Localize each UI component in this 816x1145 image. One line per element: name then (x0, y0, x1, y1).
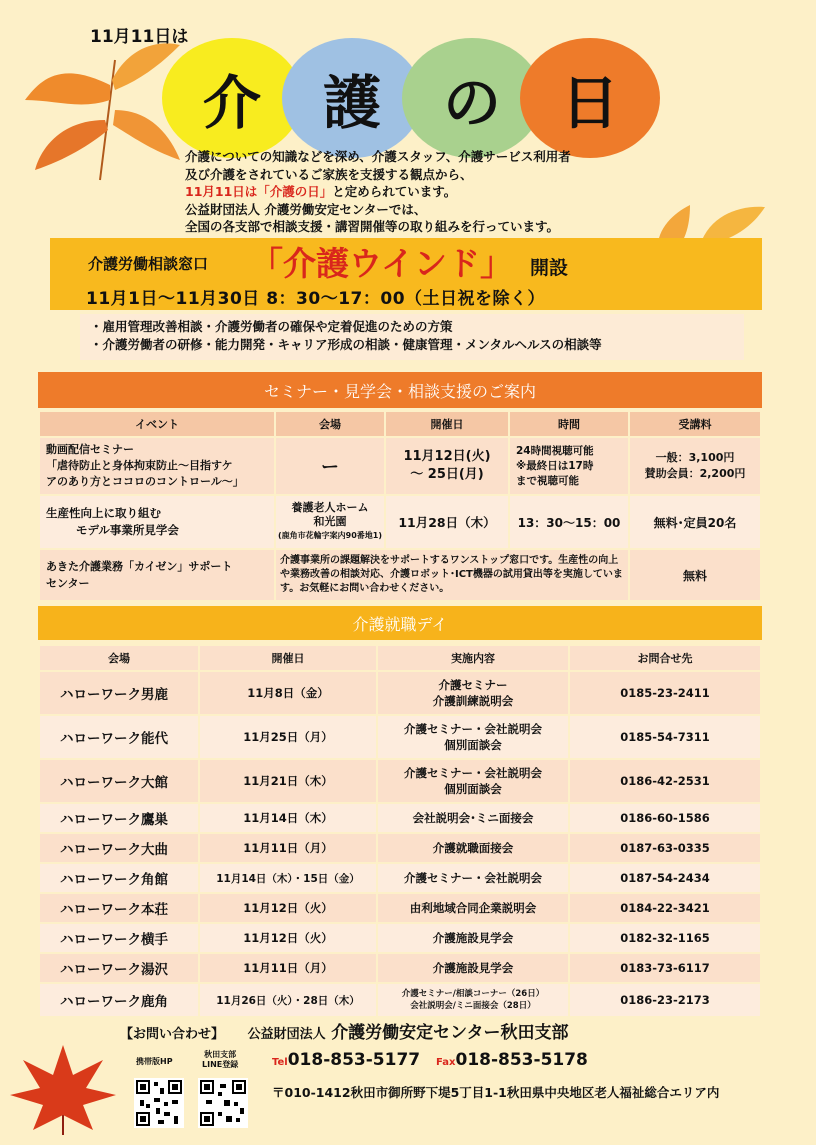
time-cell (509, 437, 629, 495)
time-cell: 13：30〜15：00 (509, 495, 629, 549)
column-header: 開催日 (385, 411, 509, 437)
date-cell: 11月14日（木）・15日（金） (199, 863, 377, 893)
event-name: モデル事業所見学会 (76, 523, 179, 537)
phone-cell: 0185-54-7311 (569, 715, 761, 759)
maple-leaf-icon (8, 1040, 118, 1140)
date-cell: 11月14日（木） (199, 803, 377, 833)
venue-address: (鹿角市花輪字案内90番地1) (277, 531, 382, 540)
event-cell (39, 495, 275, 549)
venue-cell: ー (275, 437, 385, 495)
table-row (39, 923, 761, 953)
date-cell: 11月21日（木） (199, 759, 377, 803)
content-line: 介護セミナー/相談コーナー（26日） (401, 989, 545, 999)
intro-line (185, 183, 571, 201)
venue-cell: ハローワーク本荘 (39, 893, 199, 923)
content-cell (377, 671, 569, 715)
content-cell (377, 715, 569, 759)
column-header: 開催日 (199, 645, 377, 671)
service-item: ・雇用管理改善相談・介護労働者の確保や定着促進のための方策 (90, 319, 453, 334)
date-cell (385, 437, 509, 495)
column-header: 会場 (275, 411, 385, 437)
venue-line: 養護老人ホーム (291, 501, 369, 514)
table-row (39, 495, 761, 549)
table-row (39, 833, 761, 863)
fax-number: 018-853-5178 (455, 1050, 588, 1070)
venue-cell: ハローワーク横手 (39, 923, 199, 953)
title-circle-4: 日 (520, 38, 660, 158)
date-cell: 11月8日（金） (199, 671, 377, 715)
phone-cell: 0182-32-1165 (569, 923, 761, 953)
fee-line: 一般：3,100円 (655, 451, 735, 464)
content-cell: 会社説明会･ミニ面接会 (377, 803, 569, 833)
job-day-heading: 介護就職デイ (38, 606, 762, 640)
content-cell: 由利地域合同企業説明会 (377, 893, 569, 923)
qr-code-icon[interactable] (198, 1078, 248, 1128)
consult-window-opening: 開設 (530, 257, 569, 279)
content-line: 個別面談会 (444, 738, 502, 752)
intro-line: 及び介護をされているご家族を支援する観点から、 (185, 166, 473, 182)
venue-cell: ハローワーク能代 (39, 715, 199, 759)
event-name: 動画配信セミナー (46, 443, 134, 456)
consult-window-name: 「介護ウインド」 (250, 244, 514, 283)
event-subtitle: 「虐待防止と身体拘束防止〜目指すケ (46, 459, 233, 472)
phone-cell: 0186-23-2173 (569, 983, 761, 1017)
intro-text (185, 148, 571, 236)
qr2-label-line: LINE登録 (202, 1060, 239, 1069)
venue-cell (275, 495, 385, 549)
column-header: イベント (39, 411, 275, 437)
time-line: ※最終日は17時 (516, 459, 594, 472)
qr-code-icon[interactable] (134, 1078, 184, 1128)
date-cell: 11月11日（月） (199, 953, 377, 983)
event-name: あきた介護業務「カイゼン」サポート (46, 560, 233, 573)
content-line: 介護セミナー・会社説明会 (404, 722, 542, 736)
table-row (39, 549, 761, 601)
phone-cell: 0184-22-3421 (569, 893, 761, 923)
header-date: 11月11日は (90, 27, 189, 47)
table-row (39, 803, 761, 833)
description-cell: 介護事業所の課題解決をサポートするワンストップ窓口です。生産性の向上や業務改善の相談対応、介護ロボット･ICT機器の試用貸出等を実施しています。お気軽にお問い合わせください。 (275, 549, 629, 601)
title-circle-1: 介 (162, 38, 302, 158)
event-name: センター (46, 577, 90, 590)
intro-highlight: 11月11日は「介護の日」 (185, 184, 333, 199)
table-row (39, 671, 761, 715)
date-cell: 11月11日（月） (199, 833, 377, 863)
time-line: まで視聴可能 (516, 474, 579, 487)
table-row (39, 759, 761, 803)
inquiry-label: 【お問い合わせ】 (120, 1027, 225, 1042)
address: 〒010-1412秋田市御所野下堤5丁目1-1秋田県中央地区老人福祉総合エリア内 (272, 1085, 720, 1100)
venue-cell: ハローワーク鷹巣 (39, 803, 199, 833)
fee-cell: 無料･定員20名 (629, 495, 761, 549)
date-cell: 11月28日（木） (385, 495, 509, 549)
phone-cell: 0186-60-1586 (569, 803, 761, 833)
column-header: 受講料 (629, 411, 761, 437)
content-line: 介護訓練説明会 (432, 694, 514, 708)
intro-line: 介護についての知識などを深め、介護スタッフ、介護サービス利用者 (185, 149, 571, 164)
content-cell (377, 759, 569, 803)
seminar-table (38, 410, 762, 602)
fee-cell (629, 437, 761, 495)
intro-line-rest: と定められています。 (332, 184, 457, 199)
column-header: 実施内容 (377, 645, 569, 671)
qr2-label-line: 秋田支部 (204, 1050, 237, 1059)
content-line: 個別面談会 (444, 782, 502, 796)
tel-label: Tel (272, 1057, 288, 1068)
intro-line: 公益財団法人 介護労働安定センターでは、 (185, 201, 427, 217)
date-cell: 11月12日（火） (199, 923, 377, 953)
table-row (39, 983, 761, 1017)
service-item: ・介護労働者の研修・能力開発・キャリア形成の相談・健康管理・メンタルヘルスの相談等 (90, 337, 602, 352)
phone-cell: 0183-73-6117 (569, 953, 761, 983)
venue-cell: ハローワーク鹿角 (39, 983, 199, 1017)
venue-cell: ハローワーク角館 (39, 863, 199, 893)
content-line: 会社説明会/ミニ面接会（28日） (410, 1001, 536, 1011)
job-day-table (38, 644, 762, 1018)
content-cell: 介護施設見学会 (377, 923, 569, 953)
qr2-label (202, 1050, 238, 1070)
table-row (39, 437, 761, 495)
title-circle-3: の (402, 38, 542, 158)
content-cell (377, 983, 569, 1017)
maple-leaf-icon (20, 40, 185, 190)
date-cell: 11月26日（火）・28日（木） (199, 983, 377, 1017)
time-line: 24時間視聴可能 (516, 444, 594, 457)
column-header: お問合せ先 (569, 645, 761, 671)
venue-cell: ハローワーク大曲 (39, 833, 199, 863)
org-prefix: 公益財団法人 (247, 1027, 326, 1042)
phone-cell: 0186-42-2531 (569, 759, 761, 803)
table-row (39, 863, 761, 893)
seminar-heading: セミナー・見学会・相談支援のご案内 (38, 372, 762, 408)
footer (120, 1018, 569, 1043)
consult-window-title: 介護労働相談窓口 (88, 255, 209, 273)
services-box (80, 314, 744, 360)
content-cell: 介護就職面接会 (377, 833, 569, 863)
event-subtitle: アのあり方とココロのコントロール〜」 (46, 475, 244, 488)
phone-cell: 0185-23-2411 (569, 671, 761, 715)
venue-cell: ハローワーク湯沢 (39, 953, 199, 983)
venue-line: 和光園 (313, 515, 347, 528)
table-row (39, 953, 761, 983)
column-header: 会場 (39, 645, 199, 671)
content-line: 介護セミナー (438, 678, 508, 692)
fee-cell: 無料 (629, 549, 761, 601)
phone-cell: 0187-63-0335 (569, 833, 761, 863)
content-line: 介護セミナー・会社説明会 (404, 766, 542, 780)
date-cell: 11月12日（火） (199, 893, 377, 923)
venue-cell: ハローワーク大館 (39, 759, 199, 803)
tel-number[interactable]: 018-853-5177 (287, 1050, 421, 1070)
title-circle-2: 護 (282, 38, 422, 158)
date-line: 〜 25日(月) (410, 467, 484, 482)
org-name: 介護労働安定センター秋田支部 (331, 1023, 569, 1043)
phone-cell: 0187-54-2434 (569, 863, 761, 893)
table-row (39, 893, 761, 923)
contact-numbers (272, 1050, 588, 1070)
fee-line: 賛助会員：2,200円 (644, 467, 746, 480)
venue-cell: ハローワーク男鹿 (39, 671, 199, 715)
consult-window-hours: 11月1日〜11月30日 8：30〜17：00（土日祝を除く） (86, 289, 546, 309)
date-cell: 11月25日（月） (199, 715, 377, 759)
table-row (39, 715, 761, 759)
content-cell: 介護施設見学会 (377, 953, 569, 983)
event-name: 生産性向上に取り組む (46, 506, 161, 520)
content-cell: 介護セミナー・会社説明会 (377, 863, 569, 893)
column-header: 時間 (509, 411, 629, 437)
event-cell (39, 437, 275, 495)
fax-label: Fax (436, 1057, 456, 1068)
qr1-label: 携帯版HP (136, 1057, 173, 1066)
event-cell (39, 549, 275, 601)
intro-line: 全国の各支部で相談支援・講習開催等の取り組みを行っています。 (185, 219, 560, 234)
date-line: 11月12日(火) (403, 449, 491, 464)
